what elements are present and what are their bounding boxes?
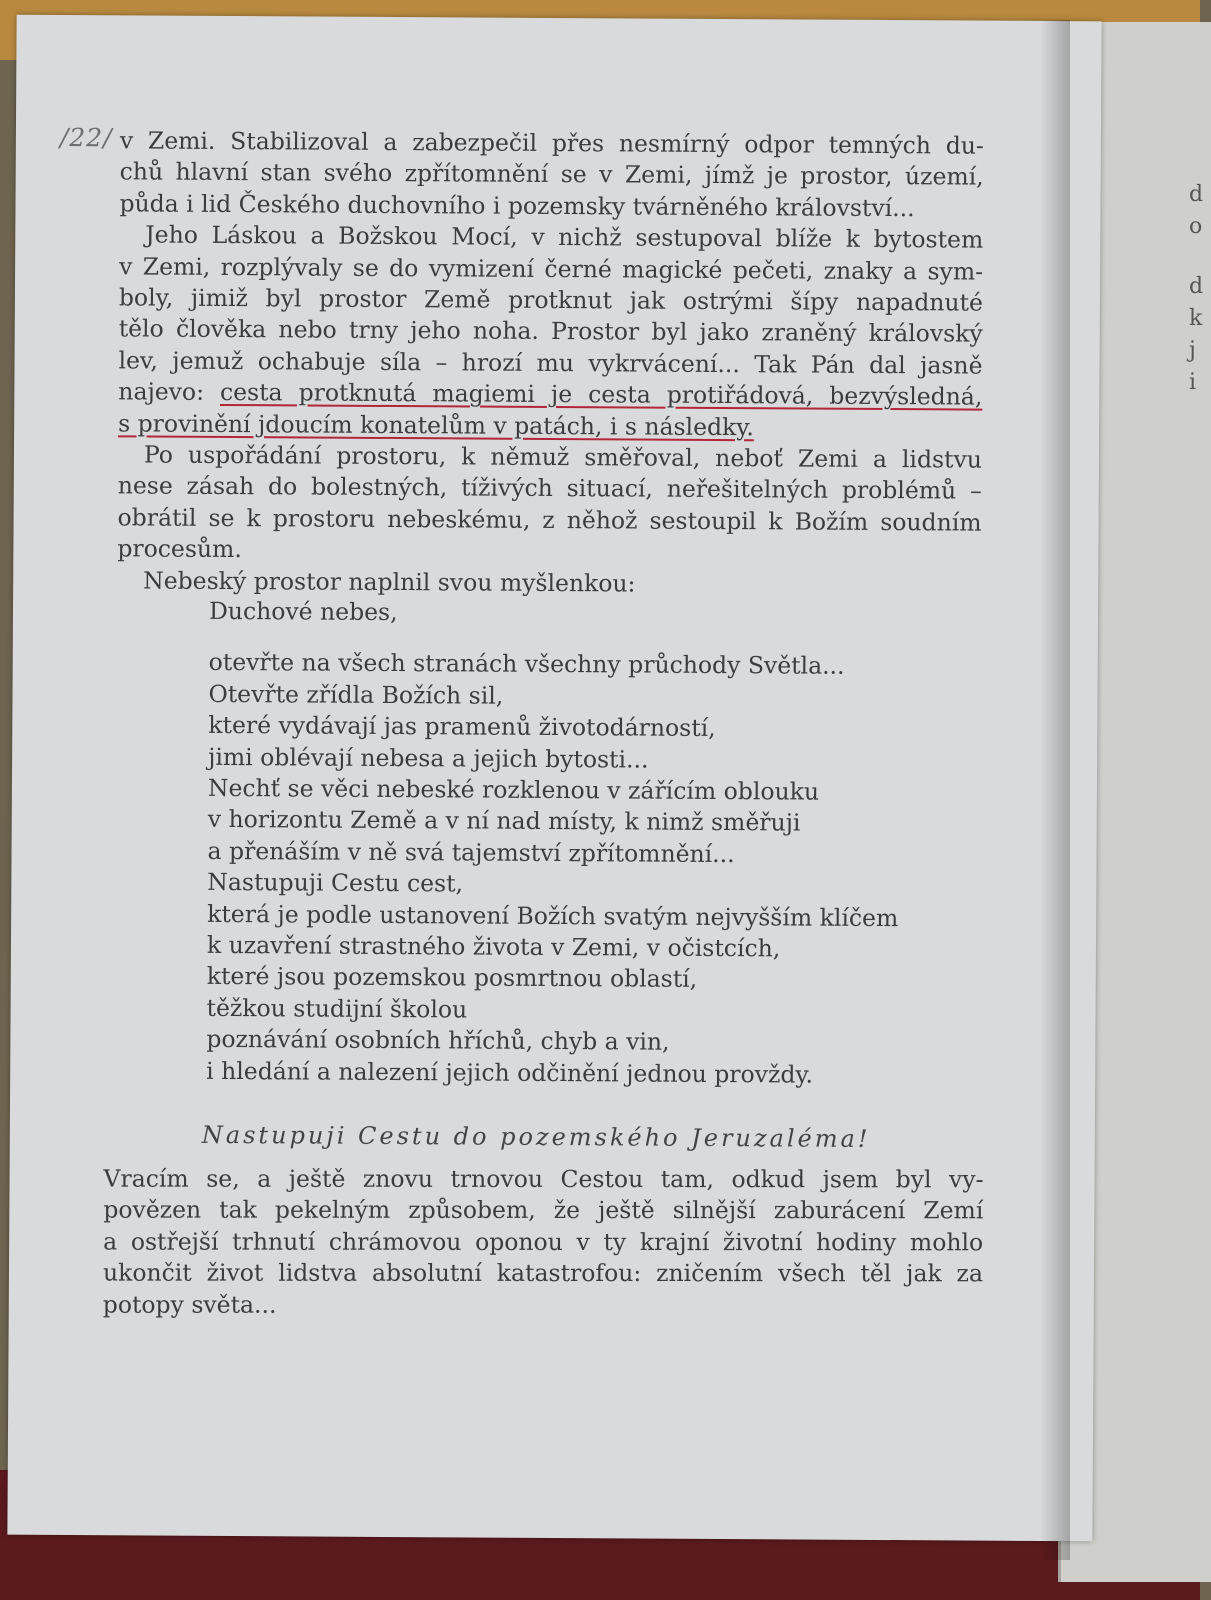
underlined-passage: s provinění jdoucím konatelům v patách, i s následky. — [118, 408, 755, 441]
poem-line: i hledání a nalezení jejich odčinění jednou provždy. — [206, 1056, 814, 1089]
poem-line: které jsou pozemskou posmrtnou oblastí, — [206, 962, 698, 994]
text-line: Jeho Láskou a Božskou Mocí, v nichž sestupoval blíže k bytostem — [145, 220, 984, 254]
facing-page-letter: d — [1189, 182, 1204, 207]
text-line: nese zásah do bolestných, tíživých situací, neřešitelných problémů – — [117, 471, 982, 506]
text-line: potopy světa... — [102, 1290, 277, 1319]
text-line: boly, jimiž byl prostor Země protknut jak ostrými šípy napadnuté — [118, 283, 983, 317]
poem-line: která je podle ustanovení Božích svatým nejvyšším klíčem — [207, 899, 899, 932]
facing-page-letter: d — [1189, 274, 1204, 299]
text-line: lev, jemuž ochabuje síla – hrozí mu vykrvácení... Tak Pán dal jasně — [118, 346, 983, 380]
facing-page-letter: j — [1189, 338, 1196, 363]
text-line — [118, 408, 982, 445]
poem-line: v horizontu Země a v ní nad místy, k nimž směřuji — [207, 805, 801, 837]
text-line: procesům. — [117, 534, 242, 564]
poem-line: které vydávají jas pramenů životodárností, — [208, 711, 716, 743]
text-line: Po uspořádání prostoru, k němuž směřoval, neboť Zemi a lidstvu — [143, 440, 983, 474]
poem-line: jimi oblévají nebesa a jejich bytosti... — [208, 742, 649, 774]
text-line: obrátil se k prostoru nebeskému, z něhož sestoupil k Božím soudním — [117, 503, 982, 537]
poem-line: Nastupuji Cestu cest, — [207, 868, 464, 898]
book-page — [7, 15, 1101, 1542]
text-line: a ostřejší trhnutí chrámovou oponou v ty krajní životní hodiny mohlo — [103, 1227, 984, 1257]
text-line: tělo člověka nebo trny jeho noha. Prostor byl jako zraněný královský — [118, 314, 983, 349]
poem-salutation: Duchové nebes, — [208, 596, 398, 627]
poem-line: k uzavření strastného života v Zemi, v očistcích, — [206, 930, 781, 963]
gutter-shadow — [1040, 20, 1070, 1560]
text-line: chů hlavní stan svého zpřítomnění se v Zemi, jímž je prostor, území, — [119, 157, 984, 192]
text-line: ukončit život lidstva absolutní katastrofou: zničením všech těl jak za — [102, 1258, 983, 1288]
poem-line: Nechť se věci nebeské rozklenou v zářícím oblouku — [207, 773, 820, 806]
poem-line: poznávání osobních hříchů, chyb a vin, — [206, 1025, 670, 1056]
text-fragment: najevo: — [118, 377, 221, 407]
poem-line: otevřte na všech stranách všechny průchody Světla... — [208, 648, 845, 681]
text-line: povězen tak pekelným způsobem, že ještě silnější zaburácení Zemí — [103, 1195, 984, 1225]
text-line: v Zemi, rozplývaly se do vymizení černé magické pečeti, znaky a sym- — [119, 251, 984, 286]
facing-page-letter: k — [1189, 306, 1203, 331]
poem-line: těžkou studijní školou — [206, 993, 468, 1024]
facing-page-letter: i — [1189, 370, 1197, 395]
text-line: půda i lid Českého duchovního i pozemsky tvárněného království... — [119, 189, 915, 223]
page-marker: /22/ — [59, 122, 113, 153]
text-line: v Zemi. Stabilizoval a zabezpečil přes nesmírný odpor temných du- — [119, 126, 984, 160]
poem-block — [206, 596, 989, 1092]
body-text-bottom — [103, 1161, 984, 1323]
underlined-passage: cesta protknutá magiemi je cesta protiřádová, bezvýsledná, — [219, 378, 983, 411]
text-line: Nebeský prostor naplnil svou myšlenkou: — [143, 566, 636, 598]
section-heading: Nastupuji Cestu do pozemského Jeruzaléma! — [201, 1120, 871, 1153]
facing-page-letter: o — [1189, 214, 1203, 239]
text-line: Vracím se, a ještě znovu trnovou Cestou tam, odkud jsem byl vy- — [103, 1164, 984, 1194]
text-line — [118, 377, 982, 414]
body-text-top — [117, 125, 984, 601]
poem-line: a přenáším v ně svá tajemství zpřítomnění... — [207, 836, 735, 868]
poem-line: Otevřte zřídla Božích sil, — [208, 679, 504, 710]
